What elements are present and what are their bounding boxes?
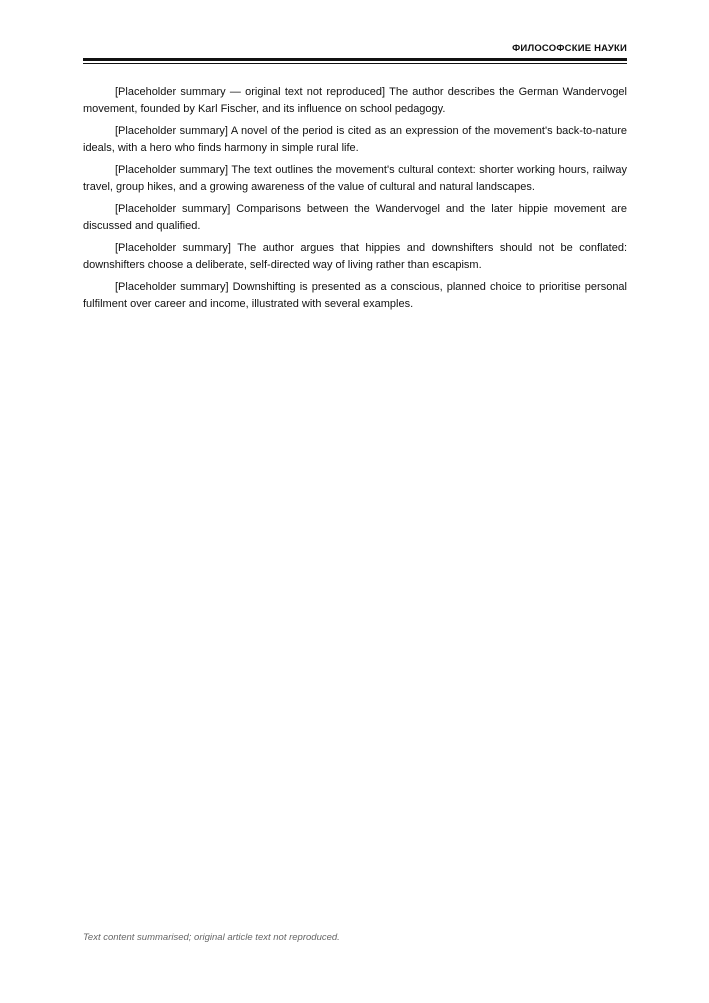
paragraph: [Placeholder summary] A novel of the period is cited as an expression of the movement's back-to-nature ideals, with a hero who finds harmony in simple rural life. bbox=[83, 125, 627, 154]
paragraph: [Placeholder summary] The author argues that hippies and downshifters should not be conflated: downshifters choose a deliberate, self-directed way of living rather than escapism. bbox=[83, 242, 627, 271]
paragraph: [Placeholder summary] Comparisons between the Wandervogel and the later hippie movement are discussed and qualified. bbox=[83, 203, 627, 232]
article-body bbox=[83, 84, 627, 318]
paragraph: [Placeholder summary] The text outlines the movement's cultural context: shorter working hours, railway travel, group hikes, and a growing awareness of the value of cultural and natural landscapes. bbox=[83, 164, 627, 193]
paragraph: [Placeholder summary — original text not reproduced] The author describes the German Wandervogel movement, founded by Karl Fischer, and its influence on school pedagogy. bbox=[83, 86, 627, 115]
running-header: ФИЛОСОФСКИЕ НАУКИ bbox=[512, 43, 627, 54]
header-rule-thin bbox=[83, 63, 627, 64]
paragraph: [Placeholder summary] Downshifting is presented as a conscious, planned choice to prioritise personal fulfilment over career and income, illustrated with several examples. bbox=[83, 281, 627, 310]
header-rule-thick bbox=[83, 58, 627, 61]
summary-note: Text content summarised; original article text not reproduced. bbox=[83, 932, 340, 943]
